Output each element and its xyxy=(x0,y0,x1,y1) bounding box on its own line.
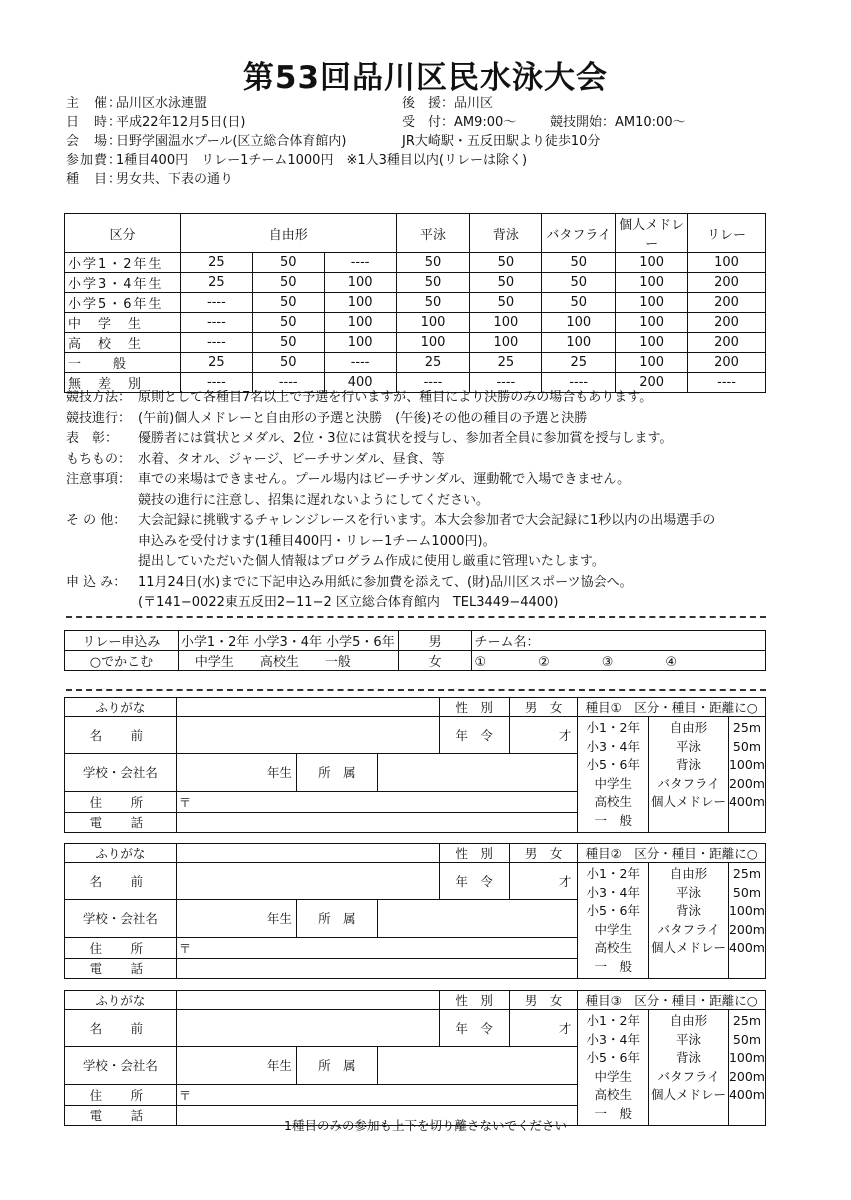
row-division: 一 般 xyxy=(65,353,181,373)
category-column xyxy=(578,863,649,979)
row-cell: 100 xyxy=(324,333,396,353)
distances-option[interactable]: 100m xyxy=(728,903,765,918)
distances-option[interactable]: 50m xyxy=(732,738,762,754)
rule-text: 提出していただいた個人情報はプログラム作成に使用し厳重に管理いたします。 xyxy=(138,554,605,569)
row-cell: ---- xyxy=(542,373,616,393)
name-label: 名 前 xyxy=(65,717,177,754)
categories-option[interactable]: 一 般 xyxy=(594,1105,632,1121)
name-label: 名 前 xyxy=(65,863,177,900)
rule-item xyxy=(66,552,715,573)
phone-label: 電 話 xyxy=(65,958,177,978)
affiliation-label: 所 属 xyxy=(296,899,377,938)
row-cell: 50 xyxy=(252,353,324,373)
reception-time: AM9:00～ xyxy=(454,115,517,130)
rule-label: 注意事項： xyxy=(66,472,132,487)
stroke-column xyxy=(649,863,729,979)
rule-item xyxy=(66,573,715,594)
furigana-field[interactable] xyxy=(176,991,439,1010)
table-row xyxy=(65,273,766,293)
relay-team-label: チーム名： xyxy=(472,631,766,651)
grade-label[interactable]: 年生 xyxy=(176,753,296,792)
rules xyxy=(66,388,715,614)
rule-item xyxy=(66,409,715,430)
row-cell: 200 xyxy=(688,333,766,353)
row-cell: 200 xyxy=(688,273,766,293)
distances-option[interactable]: 25m xyxy=(732,866,762,881)
distances-option[interactable]: 25m xyxy=(732,1013,762,1028)
strokes-option[interactable]: 自由形 xyxy=(669,866,708,881)
row-cell: 200 xyxy=(616,373,688,393)
row-cell: 200 xyxy=(688,313,766,333)
table-row xyxy=(65,313,766,333)
row-cell: 25 xyxy=(180,253,252,273)
row-cell: 50 xyxy=(542,253,616,273)
row-cell: 100 xyxy=(616,273,688,293)
row-division: 無 差 別 xyxy=(65,373,181,393)
strokes-option[interactable]: 平泳 xyxy=(676,884,702,900)
categories-option[interactable]: 小5・6年 xyxy=(586,903,640,918)
row-division: 高 校 生 xyxy=(65,333,181,353)
gender-field[interactable]: 男 女 xyxy=(509,698,578,717)
row-cell: 50 xyxy=(542,293,616,313)
categories-option[interactable]: 一 般 xyxy=(594,958,632,974)
row-cell: 100 xyxy=(616,353,688,373)
row-cell: 25 xyxy=(396,353,470,373)
table-row xyxy=(65,293,766,313)
relay-female[interactable]: 女 xyxy=(398,651,472,671)
address-field[interactable]: 〒 xyxy=(176,1085,578,1105)
table-header-row xyxy=(65,214,766,253)
categories-option[interactable]: 小1・2年 xyxy=(586,1013,640,1028)
venue: 日野学園温水プール(区立総合体育館内) xyxy=(116,134,347,149)
relay-form xyxy=(64,630,766,671)
rule-label: 競技進行： xyxy=(66,410,132,426)
relay-male[interactable]: 男 xyxy=(398,631,472,651)
row-cell: 25 xyxy=(180,353,252,373)
row-cell: 200 xyxy=(688,353,766,373)
strokes-option[interactable]: バタフライ xyxy=(657,921,720,937)
rule-label: 競技方法： xyxy=(66,390,132,405)
row-cell: 100 xyxy=(324,273,396,293)
row-cell: 25 xyxy=(180,273,252,293)
row-cell: 50 xyxy=(396,253,470,273)
rule-item xyxy=(66,491,715,512)
name-field[interactable] xyxy=(176,717,439,754)
table-row xyxy=(65,253,766,273)
row-cell: 100 xyxy=(616,333,688,353)
category-column xyxy=(578,1010,649,1126)
address-field[interactable]: 〒 xyxy=(176,792,578,812)
rule-label: 申 込 み： xyxy=(66,574,127,590)
row-cell: 50 xyxy=(252,313,324,333)
strokes-option[interactable]: 自由形 xyxy=(669,1013,708,1028)
row-cell: 100 xyxy=(470,333,542,353)
header-freestyle: 自由形 xyxy=(180,214,396,253)
age-label: 年 令 xyxy=(439,1010,509,1047)
rule-label: そ の 他： xyxy=(66,513,127,528)
reception-label: 受 付： xyxy=(402,115,455,130)
row-cell: 25 xyxy=(542,353,616,373)
fee-label: 参加費： xyxy=(66,153,123,168)
row-cell: 200 xyxy=(688,293,766,313)
row-cell: 50 xyxy=(396,293,470,313)
cut-line xyxy=(66,689,766,691)
rule-text: (午前)個人メドレーと自由形の予選と決勝 (午後)その他の種目の予選と決勝 xyxy=(138,410,588,426)
row-cell: 50 xyxy=(252,333,324,353)
address-label: 住 所 xyxy=(65,938,177,958)
rule-text: 優勝者には賞状とメダル、2位・3位には賞状を授与し、参加者全員に参加賞を授与します。 xyxy=(138,431,673,446)
furigana-label: ふりがな xyxy=(65,991,177,1010)
event-table xyxy=(64,213,766,393)
fee: 1種目400円 リレー1チーム1000円 ※1人3種目以内(リレーは除く) xyxy=(116,153,528,168)
header-relay: リレー xyxy=(688,214,766,253)
support-label: 後 援： xyxy=(402,96,455,111)
name-field[interactable] xyxy=(176,1010,439,1047)
categories-option[interactable]: 高校生 xyxy=(594,940,632,955)
row-cell: ---- xyxy=(396,373,470,393)
distances-option[interactable]: 400m xyxy=(728,1087,765,1102)
row-cell: ---- xyxy=(252,373,324,393)
address-field[interactable]: 〒 xyxy=(176,938,578,958)
gender-field[interactable]: 男 女 xyxy=(509,844,578,863)
strokes-option[interactable]: 平泳 xyxy=(676,738,702,754)
row-cell: 50 xyxy=(470,273,542,293)
furigana-label: ふりがな xyxy=(65,698,177,717)
row-cell: ---- xyxy=(470,373,542,393)
distance-column xyxy=(728,717,765,833)
rule-text: 車での来場はできません。プール場内はビーチサンダル、運動靴で入場できません。 xyxy=(138,472,631,487)
strokes-option[interactable]: 自由形 xyxy=(669,720,708,735)
strokes-option[interactable]: 背泳 xyxy=(676,757,702,772)
header-backstroke: 背泳 xyxy=(470,214,542,253)
distance-column xyxy=(728,863,765,979)
row-cell: 25 xyxy=(470,353,542,373)
furigana-field[interactable] xyxy=(176,844,439,863)
affiliation-label: 所 属 xyxy=(296,753,377,792)
categories-option[interactable]: 中学生 xyxy=(594,921,632,937)
categories-option[interactable]: 小5・6年 xyxy=(586,1050,640,1065)
row-cell: 50 xyxy=(252,293,324,313)
affiliation-field[interactable] xyxy=(377,899,578,938)
categories-option[interactable]: 小1・2年 xyxy=(586,866,640,881)
row-cell: 100 xyxy=(688,253,766,273)
distances-option[interactable]: 100m xyxy=(728,1050,765,1065)
address-label: 住 所 xyxy=(65,792,177,812)
strokes-option[interactable]: 背泳 xyxy=(676,903,702,918)
rule-item xyxy=(66,593,715,614)
access: JR大崎駅・五反田駅より徒歩10分 xyxy=(402,134,601,149)
row-division: 小学1・2年生 xyxy=(65,253,181,273)
grade-label[interactable]: 年生 xyxy=(176,1046,296,1085)
row-cell: 50 xyxy=(252,253,324,273)
name-label: 名 前 xyxy=(65,1010,177,1047)
header-breaststroke: 平泳 xyxy=(396,214,470,253)
distances-option[interactable]: 200m xyxy=(728,775,765,791)
gender-label: 性 別 xyxy=(439,698,509,717)
header-division: 区分 xyxy=(65,214,181,253)
affiliation-field[interactable] xyxy=(377,753,578,792)
category-column xyxy=(578,717,649,833)
organizer-label: 主 催： xyxy=(66,96,123,111)
page-title: 第53回品川区民水泳大会 xyxy=(242,60,609,96)
stroke-column xyxy=(649,1010,729,1126)
distances-option[interactable]: 50m xyxy=(732,884,762,900)
entry-form xyxy=(64,697,766,833)
rule-text: 競技の進行に注意し、招集に遅れないようにしてください。 xyxy=(138,492,490,508)
rule-item xyxy=(66,429,715,450)
categories-option[interactable]: 小5・6年 xyxy=(586,757,640,772)
row-cell: ---- xyxy=(180,333,252,353)
distances-option[interactable]: 100m xyxy=(728,757,765,772)
rule-item xyxy=(66,450,715,471)
age-field[interactable]: 才 xyxy=(509,717,578,754)
row-division: 中 学 生 xyxy=(65,313,181,333)
row-cell: ---- xyxy=(688,373,766,393)
row-cell: ---- xyxy=(180,293,252,313)
row-cell: 100 xyxy=(542,333,616,353)
distances-option[interactable]: 50m xyxy=(732,1031,762,1047)
row-cell: 50 xyxy=(542,273,616,293)
distance-column xyxy=(728,1010,765,1126)
relay-label: リレー申込み xyxy=(65,631,179,651)
rule-text: 大会記録に挑戦するチャレンジレースを行います。本大会参加者で大会記録に1秒以内の出場選手の xyxy=(138,513,716,528)
categories-option[interactable]: 一 般 xyxy=(594,812,632,828)
categories-option[interactable]: 高校生 xyxy=(594,794,632,809)
row-cell: 50 xyxy=(470,253,542,273)
row-cell: 50 xyxy=(396,273,470,293)
date: 平成22年12月5日(日) xyxy=(116,115,246,130)
event-header: 種目① 区分・種目・距離に○ xyxy=(578,698,766,717)
events-label: 種 目： xyxy=(66,172,123,187)
distances-option[interactable]: 25m xyxy=(732,720,762,735)
start-time: AM10:00～ xyxy=(615,115,686,130)
header-medley: 個人メドレー xyxy=(616,214,688,253)
school-label: 学校・会社名 xyxy=(65,753,177,792)
phone-field[interactable] xyxy=(176,812,578,832)
row-cell: 100 xyxy=(616,293,688,313)
row-cell: ---- xyxy=(324,353,396,373)
rule-text: (〒141−0022東五反田2−11−2 区立総合体育館内 TEL3449−4400) xyxy=(138,595,559,610)
footer-note: 1種目のみの参加も上下を切り離さないでください xyxy=(284,1118,567,1133)
date-label: 日 時： xyxy=(66,115,123,130)
gender-label: 性 別 xyxy=(439,991,509,1010)
strokes-option[interactable]: バタフライ xyxy=(657,775,720,791)
strokes-option[interactable]: 平泳 xyxy=(676,1031,702,1047)
row-cell: 50 xyxy=(252,273,324,293)
row-cell: 100 xyxy=(616,313,688,333)
categories-option[interactable]: 小3・4年 xyxy=(586,1031,640,1047)
categories-option[interactable]: 小3・4年 xyxy=(586,884,640,900)
distances-option[interactable]: 200m xyxy=(728,1068,765,1084)
furigana-label: ふりがな xyxy=(65,844,177,863)
organizer: 品川区水泳連盟 xyxy=(116,96,208,111)
row-cell: 50 xyxy=(470,293,542,313)
rule-label: 表 彰： xyxy=(66,431,119,446)
relay-categories-2[interactable]: 中学生 高校生 一般 xyxy=(178,651,398,671)
categories-option[interactable]: 小1・2年 xyxy=(586,720,640,735)
row-division: 小学3・4年生 xyxy=(65,273,181,293)
event-header: 種目③ 区分・種目・距離に○ xyxy=(578,991,766,1010)
categories-option[interactable]: 中学生 xyxy=(594,775,632,791)
phone-label: 電 話 xyxy=(65,812,177,832)
cut-line xyxy=(66,616,766,618)
strokes-option[interactable]: 個人メドレー xyxy=(651,940,727,955)
relay-team-numbers[interactable]: ① ② ③ ④ xyxy=(472,651,766,671)
affiliation-field[interactable] xyxy=(377,1046,578,1085)
rule-text: 11月24日(水)までに下記申込み用紙に参加費を添えて、(財)品川区スポーツ協会へ。 xyxy=(138,574,633,590)
row-cell: ---- xyxy=(180,373,252,393)
distances-option[interactable]: 400m xyxy=(728,940,765,955)
age-label: 年 令 xyxy=(439,717,509,754)
age-label: 年 令 xyxy=(439,863,509,900)
row-cell: 100 xyxy=(542,313,616,333)
row-cell: 100 xyxy=(324,313,396,333)
rule-item xyxy=(66,532,715,553)
gender-label: 性 別 xyxy=(439,844,509,863)
school-label: 学校・会社名 xyxy=(65,899,177,938)
categories-option[interactable]: 小3・4年 xyxy=(586,738,640,754)
table-row xyxy=(65,333,766,353)
row-cell: ---- xyxy=(324,253,396,273)
rule-text: 水着、タオル、ジャージ、ビーチサンダル、昼食、等 xyxy=(138,451,445,467)
relay-categories-1[interactable]: 小学1・2年 小学3・4年 小学5・6年 xyxy=(178,631,398,651)
event-header: 種目② 区分・種目・距離に○ xyxy=(578,844,766,863)
rule-text: 原則として各種目7名以上で予選を行いますが、種目により決勝のみの場合もあります。 xyxy=(138,390,653,405)
phone-field[interactable] xyxy=(176,958,578,978)
start-label: 競技開始： xyxy=(550,115,616,130)
categories-option[interactable]: 中学生 xyxy=(594,1068,632,1084)
rule-text: 申込みを受付けます(1種目400円・リレー1チーム1000円)。 xyxy=(138,533,496,549)
affiliation-label: 所 属 xyxy=(296,1046,377,1085)
categories-option[interactable]: 高校生 xyxy=(594,1087,632,1102)
row-cell: 100 xyxy=(396,313,470,333)
row-cell: 100 xyxy=(616,253,688,273)
rule-label: もちもの： xyxy=(66,451,132,467)
row-cell: 100 xyxy=(470,313,542,333)
address-label: 住 所 xyxy=(65,1085,177,1105)
relay-instruction: ○でかこむ xyxy=(65,651,179,671)
name-field[interactable] xyxy=(176,863,439,900)
distances-option[interactable]: 400m xyxy=(728,794,765,809)
row-cell: 400 xyxy=(324,373,396,393)
strokes-option[interactable]: バタフライ xyxy=(657,1068,720,1084)
entry-form xyxy=(64,843,766,979)
rule-item xyxy=(66,470,715,491)
row-cell: 100 xyxy=(324,293,396,313)
age-field[interactable]: 才 xyxy=(509,863,578,900)
support: 品川区 xyxy=(454,96,494,111)
stroke-column xyxy=(649,717,729,833)
table-row xyxy=(65,353,766,373)
rule-item xyxy=(66,511,715,532)
age-field[interactable]: 才 xyxy=(509,1010,578,1047)
row-cell: 100 xyxy=(396,333,470,353)
entry-form xyxy=(64,990,766,1126)
rule-item xyxy=(66,388,715,409)
grade-label[interactable]: 年生 xyxy=(176,899,296,938)
gender-field[interactable]: 男 女 xyxy=(509,991,578,1010)
school-label: 学校・会社名 xyxy=(65,1046,177,1085)
strokes-option[interactable]: 背泳 xyxy=(676,1050,702,1065)
strokes-option[interactable]: 個人メドレー xyxy=(651,1087,727,1102)
distances-option[interactable]: 200m xyxy=(728,921,765,937)
furigana-field[interactable] xyxy=(176,698,439,717)
header-butterfly: バタフライ xyxy=(542,214,616,253)
row-division: 小学5・6年生 xyxy=(65,293,181,313)
strokes-option[interactable]: 個人メドレー xyxy=(651,794,727,809)
event-info xyxy=(66,94,686,189)
events: 男女共、下表の通り xyxy=(116,172,234,187)
venue-label: 会 場： xyxy=(66,134,123,149)
phone-label: 電 話 xyxy=(65,1105,177,1125)
row-cell: ---- xyxy=(180,313,252,333)
